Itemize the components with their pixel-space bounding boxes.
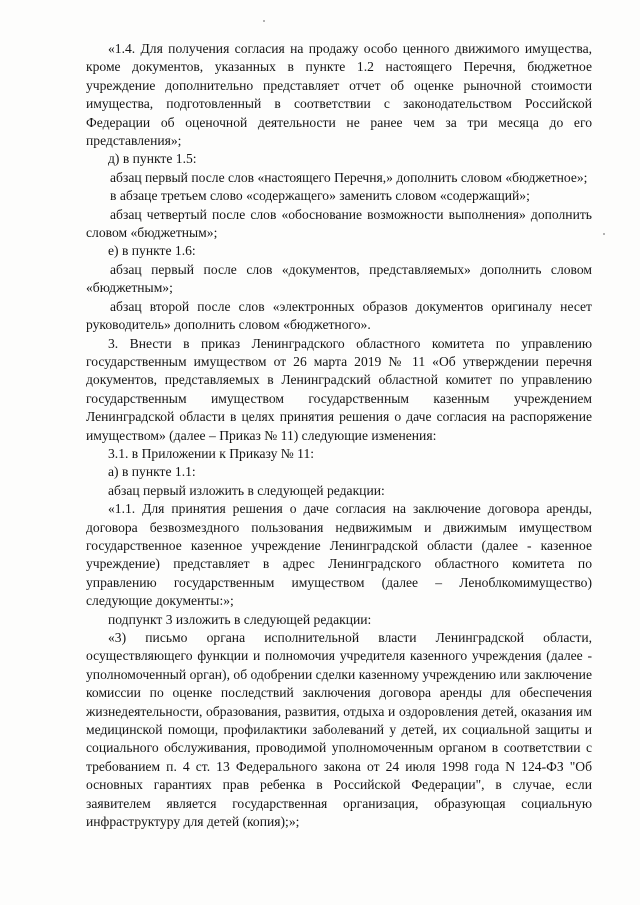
paragraph-amend-6: абзац первый изложить в следующей редакции: — [108, 482, 385, 498]
item-3: 3. Внести в приказ Ленинградского областного комитета по управлению государственным имуществом от 26 марта 2019 № 11 «Об утверждении перечня документов, представляемых в Ленинградский областной комитет по управлению государственным имуществом государственным казенным учреждением Ленинградской области в целях принятия решения о даче согласия на распоряжение имуществом» (далее – Приказ № 11) следующие изменения: — [86, 335, 592, 443]
paragraph-amend-1: абзац первый после слов «настоящего Перечня,» дополнить словом «бюджетное»; — [110, 169, 588, 185]
subitem-d: д) в пункте 1.5: — [108, 151, 197, 167]
paragraph-amend-3: абзац четвертый после слов «обоснование возможности выполнения» дополнить словом «бюджетным»; — [86, 206, 592, 241]
paragraph-amend-7: подпункт 3 изложить в следующей редакции: — [108, 611, 372, 627]
paragraph-amend-4: абзац первый после слов «документов, представляемых» дополнить словом «бюджетным»; — [86, 261, 592, 296]
paragraph-1-4: «1.4. Для получения согласия на продажу особо ценного движимого имущества, кроме документов, указанных в пункте 1.2 настоящего Перечня, бюджетное учреждение дополнительно представляет отчет об оценке рыночной стоимости имущества, подготовленный в соответствии с законодательством Российской Федерации об оценочной деятельности не ранее чем за три месяца до его представления»; — [86, 41, 592, 149]
scan-speck — [603, 233, 605, 235]
paragraph-1-1: «1.1. Для принятия решения о даче согласия на заключение договора аренды, договора безвозмездного пользования недвижимым и движимым имуществом государственное казенное учреждение Ленинградской области (далее - казенное учреждение) представляет в адрес Ленинградского областного комитета по управлению государственным имуществом (далее – Леноблкомимущество) следующие документы:»; — [86, 501, 592, 609]
paragraph-amend-5: абзац второй после слов «электронных образов документов оригиналу несет руководитель» дополнить словом «бюджетного». — [86, 298, 592, 333]
paragraph-amend-2: в абзаце третьем слово «содержащего» заменить словом «содержащий»; — [110, 188, 530, 204]
subitem-a: а) в пункте 1.1: — [108, 464, 196, 480]
paragraph-3: «3) письмо органа исполнительной власти Ленинградской области, осуществляющего функции и полномочия учредителя казенного учреждения (далее - уполномоченный орган), об одобрении сделки казенному учреждению или заключение комиссии по оценке последствий заключения договора аренды для обеспечения жизнедеятельности, образования, развития, отдыха и оздоровления детей, оказания им медицинской помощи, профилактики заболеваний у детей, их социальной защиты и социального обслуживания, проводимой уполномоченным органом в соответствии с требованием п. 4 ст. 13 Федерального закона от 24 июля 1998 года N 124-ФЗ "Об основных гарантиях прав ребенка в Российской Федерации", в случае, если заявителем является государственная организация, образующая социальную инфраструктуру для детей (копия);»; — [86, 630, 592, 830]
document-body — [86, 40, 592, 831]
item-3-1: 3.1. в Приложении к Приказу № 11: — [108, 445, 315, 461]
subitem-e: е) в пункте 1.6: — [108, 243, 196, 259]
scan-speck — [263, 20, 265, 22]
